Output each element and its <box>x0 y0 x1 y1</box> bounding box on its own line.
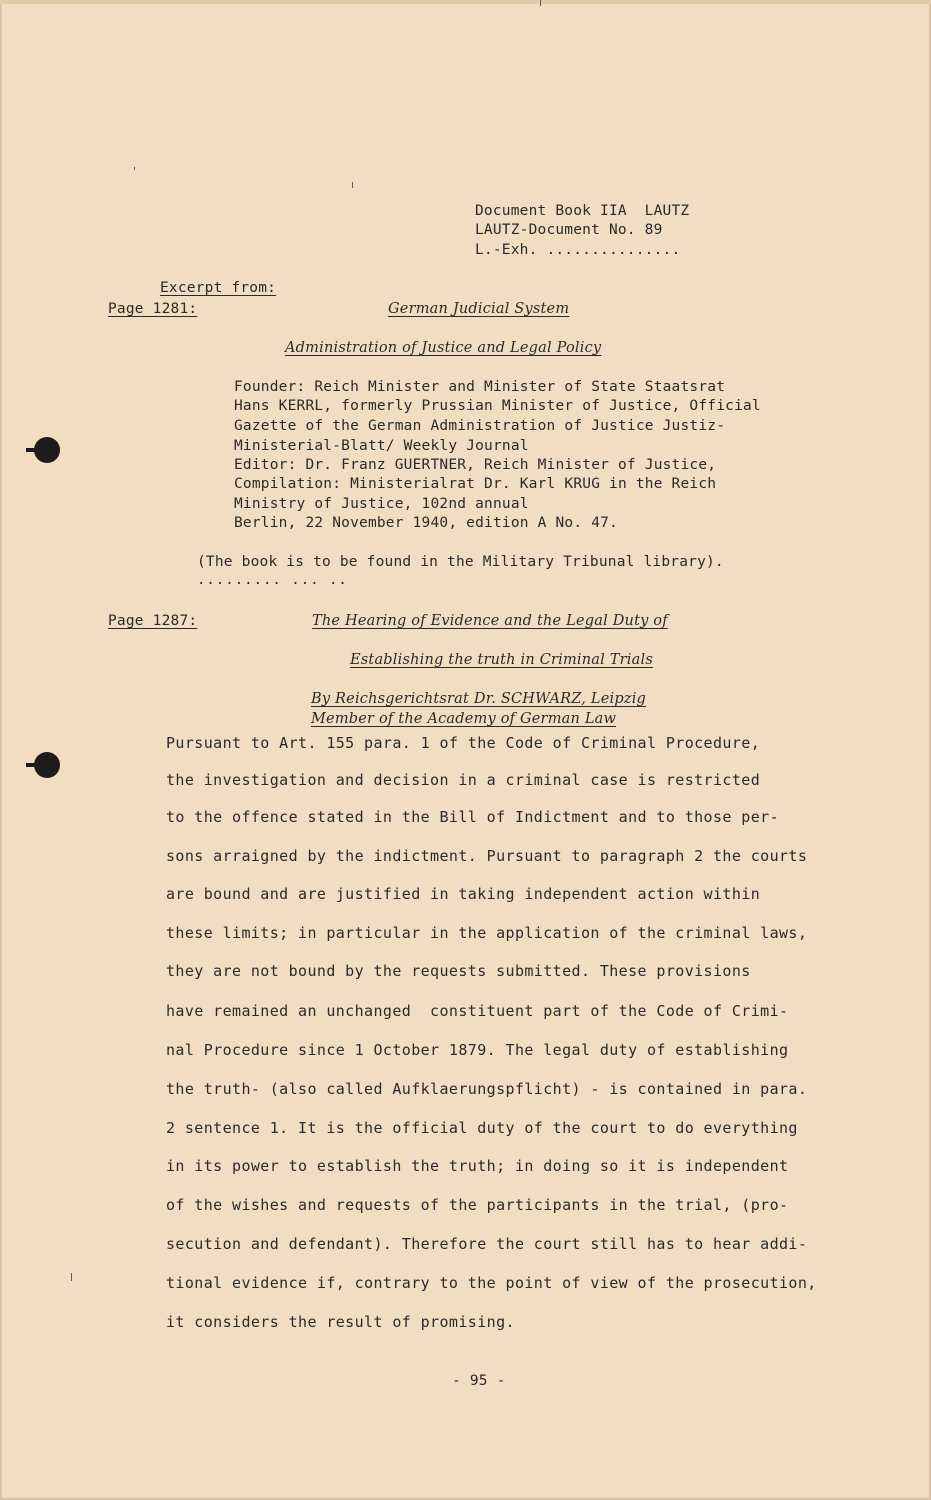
info-line: Compilation: Ministerialrat Dr. Karl KRUG in the Reich <box>234 476 717 492</box>
body-line: they are not bound by the requests submitted. These provisions <box>166 962 751 980</box>
body-line: in its power to establish the truth; in doing so it is independent <box>166 1157 789 1175</box>
header-document-number: LAUTZ-Document No. 89 <box>475 222 663 238</box>
header-exhibit: L.-Exh. ............... <box>475 242 681 258</box>
info-line: Founder: Reich Minister and Minister of State Staatsrat <box>234 379 726 395</box>
separator-dots: ......... ... .. <box>197 572 348 588</box>
info-line: Gazette of the German Administration of Justice Justiz- <box>234 418 726 434</box>
body-line: are bound and are justified in taking independent action within <box>166 885 761 903</box>
article-title-line1: The Hearing of Evidence and the Legal Duty of <box>312 613 668 629</box>
paper-mark <box>352 182 353 188</box>
info-line: Ministerial-Blatt/ Weekly Journal <box>234 438 529 454</box>
body-line: sons arraigned by the indictment. Pursuant to paragraph 2 the courts <box>166 847 808 865</box>
info-line: Hans KERRL, formerly Prussian Minister of Justice, Official <box>234 398 761 414</box>
body-line: Pursuant to Art. 155 para. 1 of the Code of Criminal Procedure, <box>166 734 761 752</box>
punch-hole-lower <box>34 752 60 778</box>
page-edge <box>0 0 931 4</box>
punch-hole-upper <box>34 437 60 463</box>
paper-mark <box>540 0 541 6</box>
info-line: Ministry of Justice, 102nd annual <box>234 496 529 512</box>
page-label-1281: Page 1281: <box>108 301 198 317</box>
body-line: secution and defendant). Therefore the court still has to hear addi- <box>166 1235 808 1253</box>
body-line: of the wishes and requests of the participants in the trial, (pro- <box>166 1196 789 1214</box>
body-line: it considers the result of promising. <box>166 1313 515 1331</box>
info-line: Berlin, 22 November 1940, edition A No. 47. <box>234 515 618 531</box>
body-line: have remained an unchanged constituent part of the Code of Crimi- <box>166 1002 789 1020</box>
article-author: By Reichsgerichtsrat Dr. SCHWARZ, Leipzig <box>311 691 647 707</box>
source-subtitle: Administration of Justice and Legal Policy <box>285 340 602 356</box>
info-line: Editor: Dr. Franz GUERTNER, Reich Minister of Justice, <box>234 457 717 473</box>
body-line: to the offence stated in the Bill of Indictment and to those per- <box>166 808 779 826</box>
body-line: the truth- (also called Aufklaerungspflicht) - is contained in para. <box>166 1080 808 1098</box>
page-number: - 95 - <box>452 1373 506 1389</box>
body-line: tional evidence if, contrary to the point of view of the prosecution, <box>166 1274 817 1292</box>
body-line: the investigation and decision in a criminal case is restricted <box>166 771 761 789</box>
paper-mark <box>71 1273 72 1281</box>
article-author-affiliation: Member of the Academy of German Law <box>311 711 617 727</box>
body-line: 2 sentence 1. It is the official duty of the court to do everything <box>166 1119 798 1137</box>
header-document-book: Document Book IIA LAUTZ <box>475 203 690 219</box>
library-note: (The book is to be found in the Military Tribunal library). <box>197 554 724 570</box>
paper-mark <box>134 167 135 170</box>
page-label-1287: Page 1287: <box>108 613 198 629</box>
body-line: nal Procedure since 1 October 1879. The legal duty of establishing <box>166 1041 789 1059</box>
body-line: these limits; in particular in the application of the criminal laws, <box>166 924 808 942</box>
source-title: German Judicial System <box>388 301 570 317</box>
excerpt-label: Excerpt from: <box>160 280 277 296</box>
article-title-line2: Establishing the truth in Criminal Trials <box>350 652 653 668</box>
